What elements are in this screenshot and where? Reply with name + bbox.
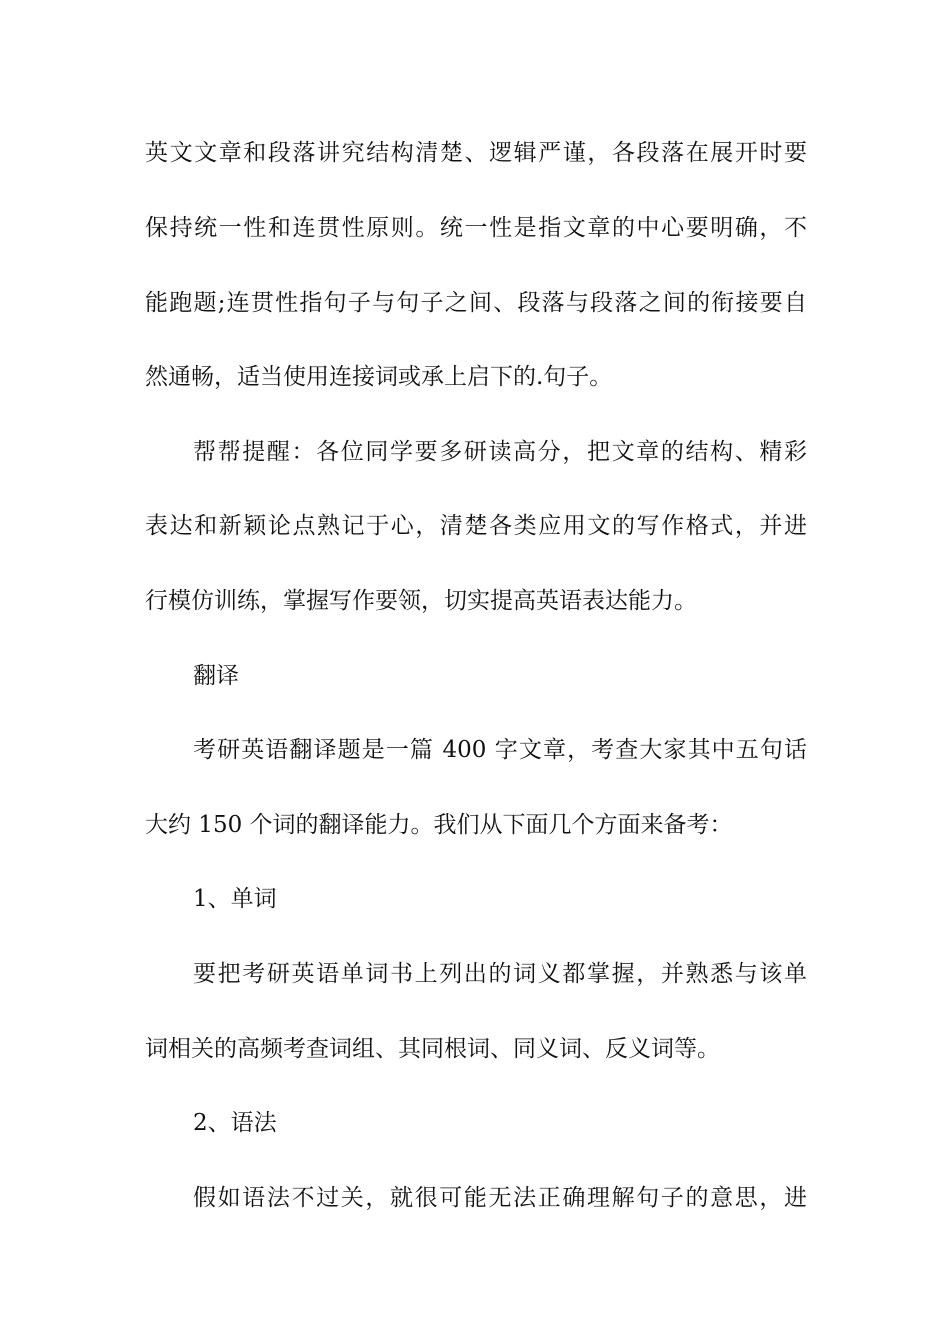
paragraph-line: 考研英语翻译题是一篇 400 字文章，考查大家其中五句话 xyxy=(193,737,807,763)
paragraph-line: 行模仿训练，掌握写作要领，切实提高英语表达能力。 xyxy=(145,588,697,614)
paragraph-line: 表达和新颖论点熟记于心，清楚各类应用文的写作格式，并进 xyxy=(145,513,807,539)
paragraph-line: 帮帮提醒：各位同学要多研读高分，把文章的结构、精彩 xyxy=(193,439,807,465)
paragraph-line: 要把考研英语单词书上列出的词义都掌握，并熟悉与该单 xyxy=(193,961,807,987)
subsection-heading: 1、单词 xyxy=(193,886,277,912)
paragraph-line: 大约 150 个词的翻译能力。我们从下面几个方面来备考： xyxy=(145,812,733,838)
section-heading: 翻译 xyxy=(193,663,239,689)
paragraph-line: 然通畅，适当使用连接词或承上启下的.句子。 xyxy=(145,364,613,390)
paragraph-line: 保持统一性和连贯性原则。统一性是指文章的中心要明确，不 xyxy=(145,215,807,241)
paragraph-line: 能跑题;连贯性指句子与句子之间、段落与段落之间的衔接要自 xyxy=(145,290,807,316)
paragraph-line: 假如语法不过关，就很可能无法正确理解句子的意思，进 xyxy=(193,1185,807,1211)
paragraph-line: 英文文章和段落讲究结构清楚、逻辑严谨，各段落在展开时要 xyxy=(145,140,807,166)
paragraph-line: 词相关的高频考查词组、其同根词、同义词、反义词等。 xyxy=(145,1036,720,1062)
subsection-heading: 2、语法 xyxy=(193,1110,277,1136)
